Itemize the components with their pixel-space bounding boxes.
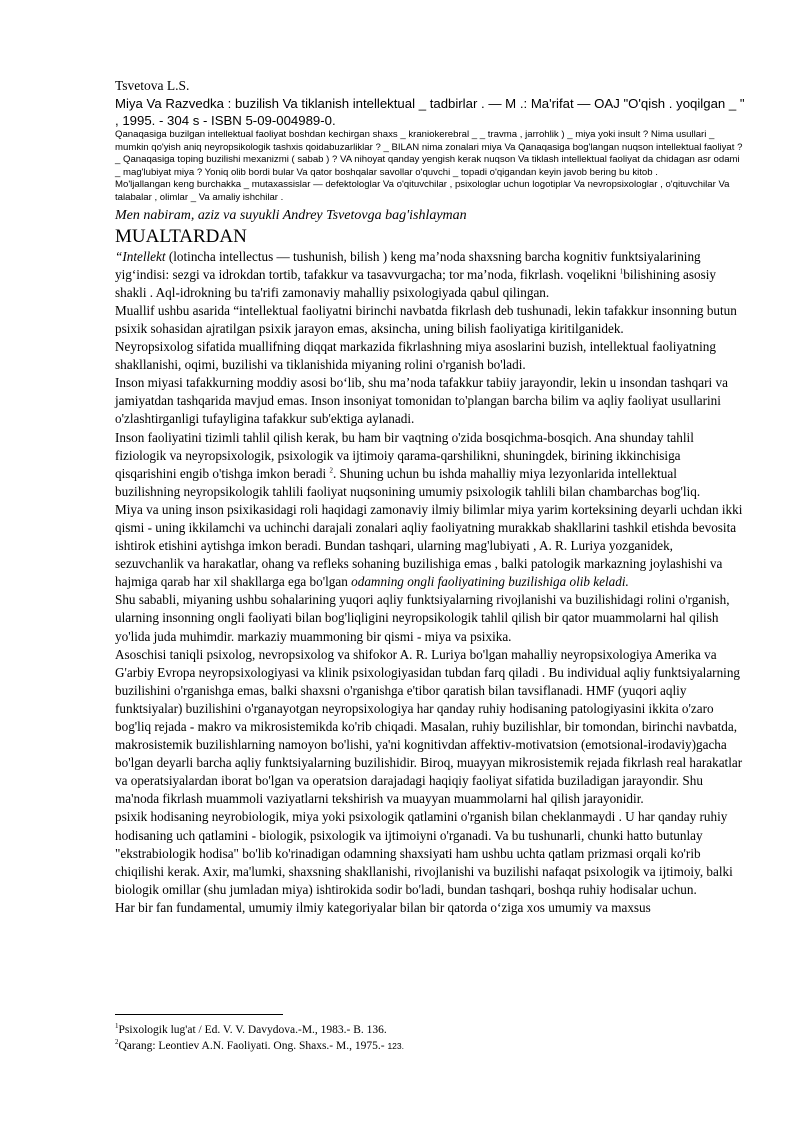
italic-phrase: odamning ongli faoliyatining buzilishiga olib keladi. [351,574,629,590]
footnote-ref[interactable]: 1 [619,267,624,276]
paragraph: Inson miyasi tafakkurning moddiy asosi bo‘lib, shu ma’noda tafakkur tabiiy jarayondir, lekin u insondan tashqari va jamiyatdan tashqarida mavjud emas. Inson insoniyat tomonidan to'plangan barcha bilim va aqliy faoliyat usullarini o'zlashtirganligi tufayligina tafakkur sub'ektiga aylanadi. [115,375,728,427]
paragraph: Miya va uning inson psixikasidagi roli haqidagi zamonaviy ilmiy bilimlar miya yarim korteksining deyarli uchdan ikki qismi - uning ikkilamchi va uchinchi darajali zonalari aqliy faoliyatning murakkab shakllarini tashkil etishda bevosita ishtirok etishini aytishga imkon beradi. Bundan tashqari, ularning mag'lubiyati , A. R. Luriya yozganidek, sezuvchanlik va harakatlar, ohang va refleks sohaning buzilishiga emas , balki patologik markazning joylashishi va hajmiga qarab har xil shakllarga ega bo'lgan odamning ongli faoliyatining buzilishiga olib keladi. [115,501,743,590]
paragraph: Neyropsixolog sifatida muallifning diqqat markazida fikrlashning miya asoslarini buzish, intellektual faoliyatning shakllanishi, oqimi, buzilishi va tiklanishida miyaning rolini o'rganish bo'ladi. [115,339,716,373]
audience-note: Mo'ljallangan keng burchakka _ mutaxassislar — defektologlar Va o'qituvchilar , psixologlar uchun logotiplar Va nevropsixologlar , o'qituvchilar Va talabalar , olimlar _ Va amaliy ishchilar . [115,179,730,203]
paragraph: psixik hodisaning neyrobiologik, miya yoki psixologik qatlamini o'rganish bilan cheklanmaydi . U har qanday ruhiy hodisaning uch qatlamini - biologik, psixologik va ijtimoiyni o'rganadi. Va bu tushunarli, chunki hatto butunlay "ekstrabiologik hodisa" bo'lib ko'rinadigan odamning shaxsiyati ham ushbu uchta qatlam prizmasi orqali ko'rib chiqilishi kerak. Axir, ma'lumki, shaxsning shakllanishi, rivojlanishi va buzilishi nafaqat psixologik va ijtimoiy, balki biologik omillar (shu jumladan miya) ishtirokida sodir bo'ladi, bundan tashqari, boshqa ruhiy hodisalar uchun. [115,809,733,897]
paragraph: Muallif ushbu asarida “intellektual faoliyatni birinchi navbatda fikrlash deb tushunadi, lekin tafakkur insonning butun psixik sohasidan ajratilgan psixik jarayon emas, aksincha, uning bilish faoliyatiga kiritilganidek. [115,302,737,336]
author-name: Tsvetova L.S. [115,78,190,93]
dedication: Men nabiram, aziz va suyukli Andrey Tsvetovga bag'ishlayman [115,207,467,223]
paragraph: Inson faoliyatini tizimli tahlil qilish kerak, bu ham bir vaqtning o'zida bosqichma-bosqich. Ana shunday tahlil fiziologik va neyropsixologik, psixologik va ijtimoiy qarama-qarshilikni, shuningdek, birining ikkinchisiga qisqarishini engib o'tishga imkon beradi $^2$. Shuning uchun bu ishda mahalliy miya lezyonlarida intellektual buzilishning neyropsikologik tahlili faoliyat nuqsonining umumiy psixologik tahlili bilan chambarchas bog'liq. [115,429,701,499]
footnote-ref[interactable]: 2 [329,466,333,475]
document-page [115,77,745,917]
paragraph: Asoschisi taniqli psixolog, nevropsixolog va shifokor A. R. Luriya bo'lgan mahalliy neyropsixologiya Amerika va G'arbiy Evropa neyropsixologiyasi va klinik psixologiyasidan tubdan farq qiladi . Bu individual aqliy funktsiyalarning buzilishini o'rganishga emas, balki shaxsni o'rganishga e'tibor qaratish bilan tavsiflanadi. HMF (yuqori aqliy funktsiyalar) buzilishini o'rganayotgan neyropsixologiya har qanday ruhiy hodisaning patologiyasini ikkita o'zaro bog'liq rejada - makro va mikrosistemikda ko'rib chiqadi. Masalan, ruhiy buzilishlar, bir tomondan, birinchi navbatda, makrosistemik buzilishlarning namoyon bo'lishi, ya'ni kognitivdan affektiv-motivatsion (emotsional-irodaviy)gacha bo'lgan deyarli barcha aqliy funktsiyalarning buzilishidir. Biroq, muayyan mikrosistemik rejada fikrlash real harakatlar va operatsiyalardan iborat bo'lgan va operatsion darajadagi haqiqiy faoliyat sifatida buziladigan jarayondir. Shu ma'noda fikrlash muammoli vaziyatlarni tekshirish va muayyan muammolarni hal qilish jarayonidir. [115,646,743,807]
main-text [115,248,745,917]
paragraph: Shu sababli, miyaning ushbu sohalarining yuqori aqliy funktsiyalarning rivojlanishi va buzilishidagi rolini o'rganish, ularning insonning ongli faoliyati bilan bog'liqligini neyropsikologik tahlil qilish bir qator muammolarni hal qilish yo'lida juda muhimdir. markaziy muammoning bir qismi - miya va psixika. [115,592,730,644]
footnotes [115,1022,745,1054]
footnote-separator [115,1014,283,1015]
paragraph: “Intellekt (lotincha intellectus — tushunish, bilish ) keng ma’noda shaxsning barcha kognitiv funktsiyalarining yig‘indisi: sezgi va idrokdan tortib, tafakkur va tasavvurgacha; tor ma’noda, fikrlash. voqelikni $^1$bilishining asosiy shakli . Aql-idrokning bu ta'rifi zamonaviy mahalliy psixologiyada qabul qilingan. [115,248,716,300]
bibliographic-record: Miya Va Razvedka : buzilish Va tiklanish intellektual _ tadbirlar . — M .: Ma'rifat — OAJ "O'qish . yoqilgan _ " , 1995. - 304 s - ISBN 5-09-004989-0. [115,96,745,128]
footnote-2: $^2$Qarang: Leontiev A.N. Faoliyati. Ong. Shaxs.- M., 1975.- 123. [115,1038,404,1052]
italic-lead: “Intellekt [115,248,166,264]
paragraph: Har bir fan fundamental, umumiy ilmiy kategoriyalar bilan bir qatorda o‘ziga xos umumiy va maxsus [115,899,651,915]
annotation-text: Qanaqasiga buzilgan intellektual faoliyat boshdan kechirgan shaxs _ kraniokerebral _ _ travma , jarrohlik ) _ miya yoki insult ? Nima usullari _ mumkin qo'yish aniq neyropsikologik tashxis qoidabuzarliklar ? _ BILAN nima zonalari miya Va Qanaqasiga bog'langan nuqson intellektual faoliyat ? _ Qanaqasiga toping buzilishi mexanizmi ( sabab ) ? VA nihoyat qanday yengish kerak nuqson Va tiklash intellektual faoliyat da chidagan asr odami _ mag'lubiyat miya ? Yoniq olib bordi bular Va qator boshqalar savollar o'quvchi _ topadi o'qigandan keyin javob bering bu kitob . [115,129,743,178]
footnote-1: $^1$Psixologik lug'at / Ed. V. V. Davydova.-M., 1983.- B. 136. [115,1022,387,1036]
section-title: MUALTARDAN [115,225,247,247]
